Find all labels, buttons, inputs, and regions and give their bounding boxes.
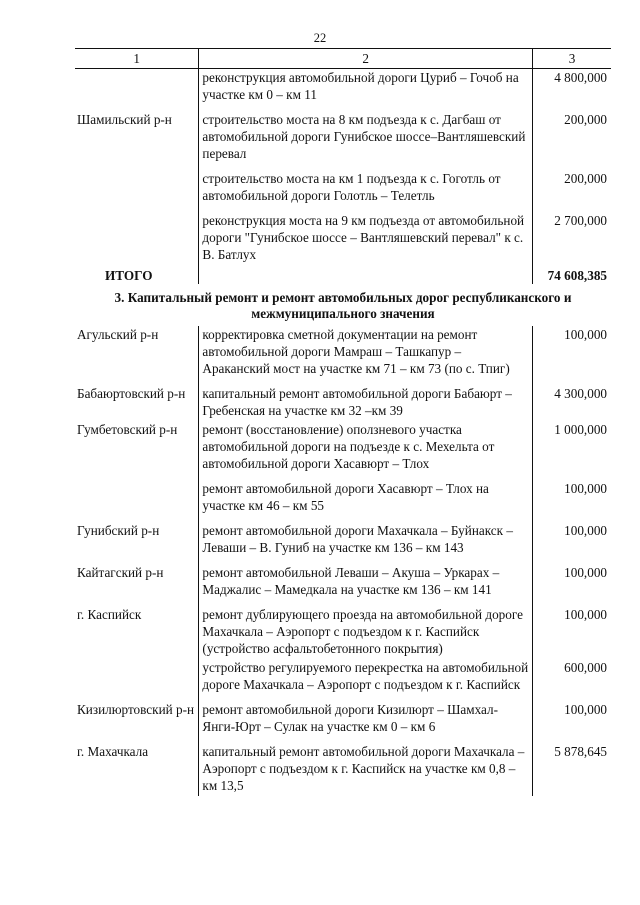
amount-cell: 4 800,000 bbox=[554, 70, 607, 85]
total-spacer bbox=[199, 265, 533, 284]
work-description: капитальный ремонт автомобильной дороги Бабаюрт – Гребенская на участке км 32 –км 39 bbox=[199, 379, 533, 421]
table-row bbox=[75, 737, 611, 796]
work-description: ремонт автомобильной дороги Хасавюрт – Тлох на участке км 46 – км 55 bbox=[199, 474, 533, 516]
page-number: 22 bbox=[313, 31, 327, 45]
amount-cell: 100,000 bbox=[564, 523, 607, 538]
work-description: устройство регулируемого перекрестка на автомобильной дороге Махачкала – Аэропорт с подъездом к г. Каспийск bbox=[199, 659, 533, 695]
amount-cell: 2 700,000 bbox=[554, 213, 607, 228]
region-cell: Гунибский р-н bbox=[77, 523, 160, 538]
region-cell bbox=[75, 69, 199, 106]
work-description: корректировка сметной документации на ремонт автомобильной дороги Мамраш – Ташкапур – Араканский мост на участке км 71 – км 73 (по с. Тпиг) bbox=[199, 326, 533, 379]
amount-cell: 100,000 bbox=[564, 327, 607, 342]
region-cell: Шамильский р-н bbox=[77, 112, 172, 127]
region-cell: Кайтагский р-н bbox=[77, 565, 164, 580]
table-row bbox=[75, 474, 611, 516]
table-row bbox=[75, 206, 611, 265]
amount-cell: 200,000 bbox=[564, 112, 607, 127]
table-row bbox=[75, 600, 611, 659]
section-heading-row bbox=[75, 284, 611, 326]
region-cell bbox=[75, 206, 199, 265]
header-col-1: 1 bbox=[75, 49, 199, 69]
amount-cell: 600,000 bbox=[564, 660, 607, 675]
table-header-row bbox=[75, 49, 611, 69]
table-row bbox=[75, 421, 611, 474]
region-cell: г. Махачкала bbox=[77, 744, 149, 759]
table-row bbox=[75, 164, 611, 206]
work-description: ремонт дублирующего проезда на автомобильной дороге Махачкала – Аэропорт с подъездом к г. Каспийск (устройство асфальтобетонного покрытия) bbox=[199, 600, 533, 659]
amount-cell: 5 878,645 bbox=[554, 744, 607, 759]
table-row bbox=[75, 379, 611, 421]
amount-cell: 1 000,000 bbox=[554, 422, 607, 437]
work-description: строительство моста на 8 км подъезда к с. Дагбаш от автомобильной дороги Гунибское шоссе–Вантляшевский перевал bbox=[199, 105, 533, 164]
total-label: ИТОГО bbox=[105, 268, 153, 283]
header-col-2: 2 bbox=[199, 49, 533, 69]
region-cell: Кизилюртовский р-н bbox=[77, 702, 195, 717]
table-row bbox=[75, 326, 611, 379]
amount-cell: 100,000 bbox=[564, 481, 607, 496]
table-row bbox=[75, 659, 611, 695]
work-description: ремонт автомобильной Леваши – Акуша – Уркарах – Маджалис – Мамедкала на участке км 136 – км 141 bbox=[199, 558, 533, 600]
region-cell bbox=[75, 474, 199, 516]
region-cell: Агульский р-н bbox=[77, 327, 159, 342]
region-cell bbox=[75, 659, 199, 695]
table-row bbox=[75, 105, 611, 164]
table-row bbox=[75, 695, 611, 737]
region-cell bbox=[75, 164, 199, 206]
amount-cell: 200,000 bbox=[564, 171, 607, 186]
header-col-3: 3 bbox=[533, 49, 612, 69]
amount-cell: 100,000 bbox=[564, 565, 607, 580]
amount-cell: 100,000 bbox=[564, 702, 607, 717]
work-description: ремонт автомобильной дороги Кизилюрт – Шамхал-Янги-Юрт – Сулак на участке км 0 – км 6 bbox=[199, 695, 533, 737]
total-amount: 74 608,385 bbox=[533, 265, 612, 284]
work-description: капитальный ремонт автомобильной дороги Махачкала – Аэропорт с подъездом к г. Каспийск на участке км 0,8 – км 13,5 bbox=[199, 737, 533, 796]
work-description: реконструкция автомобильной дороги Цуриб – Гочоб на участке км 0 – км 11 bbox=[199, 69, 533, 106]
table-row bbox=[75, 516, 611, 558]
amount-cell: 4 300,000 bbox=[554, 386, 607, 401]
amount-cell: 100,000 bbox=[564, 607, 607, 622]
region-cell: Бабаюртовский р-н bbox=[77, 386, 186, 401]
budget-table bbox=[75, 48, 611, 796]
work-description: ремонт автомобильной дороги Махачкала – Буйнакск – Леваши – В. Гуниб на участке км 136 – км 143 bbox=[199, 516, 533, 558]
region-cell: Гумбетовский р-н bbox=[77, 422, 178, 437]
table-row bbox=[75, 69, 611, 106]
work-description: реконструкция моста на 9 км подъезда от автомобильной дороги "Гунибское шоссе – Вантляшевский перевал" к с. В. Батлух bbox=[199, 206, 533, 265]
total-row bbox=[75, 265, 611, 284]
work-description: ремонт (восстановление) оползневого участка автомобильной дороги на подъезде к с. Мехельта от автомобильной дороги Хасавюрт – Тлох bbox=[199, 421, 533, 474]
section-title: 3. Капитальный ремонт и ремонт автомобильных дорог республиканского и межмуниципального значения bbox=[114, 290, 572, 321]
table-row bbox=[75, 558, 611, 600]
region-cell: г. Каспийск bbox=[77, 607, 142, 622]
work-description: строительство моста на км 1 подъезда к с. Гоготль от автомобильной дороги Голотль – Телетль bbox=[199, 164, 533, 206]
